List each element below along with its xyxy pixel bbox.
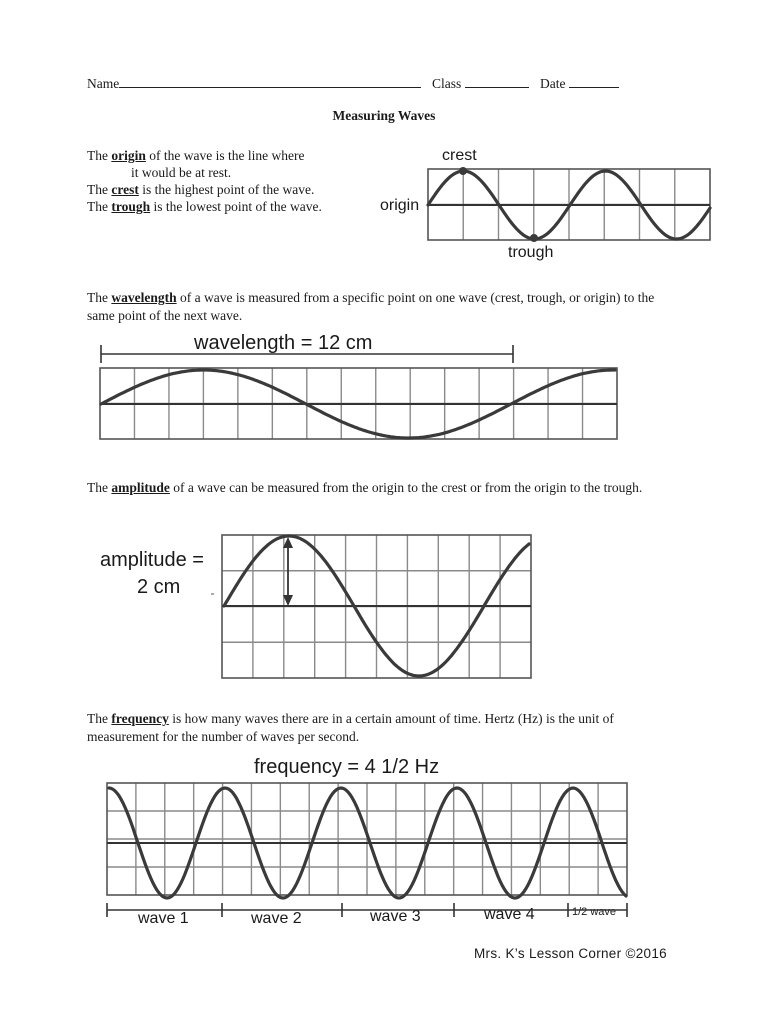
crest-definition: The crest is the highest point of the wave. — [87, 182, 315, 197]
crest-label: crest — [442, 147, 477, 164]
origin-label: origin — [380, 197, 420, 214]
trough-definition: The trough is the lowest point of the wave. — [87, 199, 322, 214]
frequency-term: frequency — [111, 711, 169, 726]
wave-3-label: wave 3 — [370, 908, 421, 925]
amplitude-label-line2: 2 cm — [137, 576, 181, 598]
wavelength-diagram — [100, 345, 617, 439]
page-title: Measuring Waves — [332, 108, 436, 123]
wave-2-label: wave 2 — [251, 910, 302, 927]
amplitude-label-line1: amplitude = — [100, 549, 204, 571]
trough-term: trough — [111, 199, 151, 214]
origin-definition: The origin of the wave is the line where — [87, 148, 305, 163]
amplitude-arrowhead-up — [283, 537, 293, 548]
origin-crest-trough-diagram — [428, 167, 710, 242]
date-label: Date — [540, 76, 566, 91]
class-label: Class — [432, 76, 462, 91]
origin-definition-cont: it would be at rest. — [131, 165, 232, 180]
wavelength-definition: The wavelength of a wave is measured from a specific point on one wave (crest, trough, or origin) to the same point of the next wave. — [87, 290, 655, 323]
trough-label: trough — [508, 244, 554, 261]
frequency-diagram — [107, 783, 627, 917]
amplitude-term: amplitude — [111, 480, 170, 495]
amplitude-arrowhead-down — [283, 595, 293, 606]
trough-point-marker — [530, 234, 538, 242]
origin-term: origin — [111, 148, 146, 163]
amplitude-definition: The amplitude of a wave can be measured from the origin to the crest or from the origin to the trough. — [87, 480, 643, 495]
frequency-label: frequency = 4 1/2 Hz — [254, 756, 440, 778]
wave-1-label: wave 1 — [138, 910, 189, 927]
amplitude-diagram — [211, 535, 531, 678]
wave-4-label: wave 4 — [484, 906, 535, 923]
frequency-definition: The frequency is how many waves there are in a certain amount of time. Hertz (Hz) is the unit of measurement for the number of waves per second. — [87, 711, 614, 744]
wavelength-term: wavelength — [111, 290, 177, 305]
footer-credit: Mrs. K’s Lesson Corner ©2016 — [474, 946, 667, 961]
crest-point-marker — [459, 167, 467, 175]
name-label: Name — [87, 76, 120, 91]
crest-term: crest — [111, 182, 139, 197]
half-wave-label: 1/2 wave — [572, 906, 617, 918]
wavelength-label: wavelength = 12 cm — [194, 332, 373, 354]
